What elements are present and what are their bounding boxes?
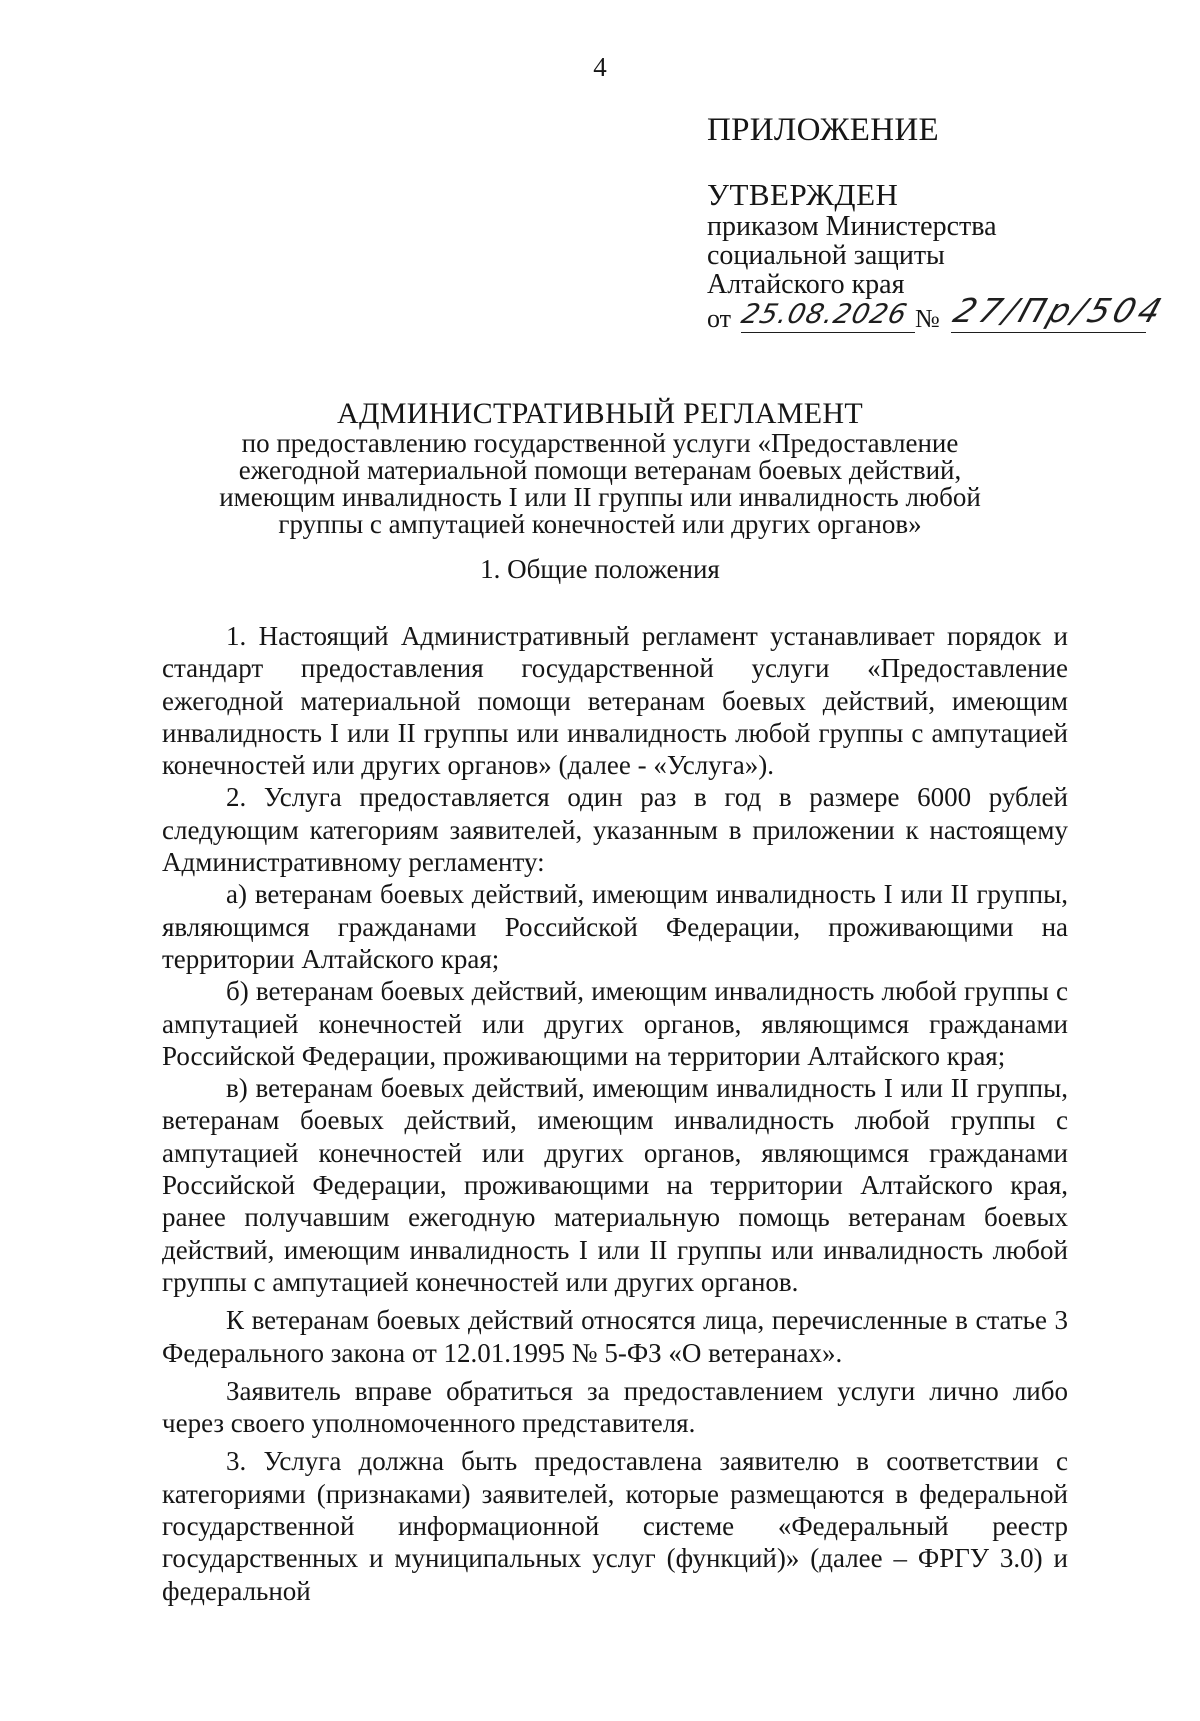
approval-block [707,112,1171,339]
section-heading: 1. Общие положения [480,554,720,584]
paragraph-veterans-definition: К ветеранам боевых действий относятся лица, перечисленные в статье 3 Федерального закона от 12.01.1995 № 5-ФЗ «О ветеранах». [162,1305,1068,1368]
paragraph-2b: б) ветеранам боевых действий, имеющим инвалидность любой группы с ампутацией конечностей или других органов, являющимся гражданами Российской Федерации, проживающими на территории Алтайского края; [162,976,1068,1071]
paragraph-applicant-rights: Заявитель вправе обратиться за предоставлением услуги лично либо через своего уполномоченного представителя. [162,1375,1068,1439]
handwritten-number: 27/Пр/504 [948,291,1171,330]
document-subtitle-line: по предоставлению государственной услуги «Предоставление [241,428,959,458]
document-title: АДМИНИСТРАТИВНЫЙ РЕГЛАМЕНТ [337,397,863,430]
document-subtitle-line: ежегодной материальной помощи ветеранам боевых действий, [238,455,962,485]
order-date-number [707,291,1171,339]
paragraph-3: 3. Услуга должна быть предоставлена заявителю в соответствии с категориями (признаками) заявителей, которые размещаются в федеральной государственной информационной системе «Федеральный реестр государственных и муниципальных услуг (функций)» (далее – ФРГУ 3.0) и федеральной [162,1446,1068,1606]
handwritten-date: 25.08.2026 [738,299,911,330]
page-number: 4 [593,52,607,82]
paragraph-1: 1. Настоящий Административный регламент устанавливает порядок и стандарт предоставления государственной услуги «Предоставление ежегодной материальной помощи ветеранам боевых действий, имеющим инвалидность I или II группы или инвалидность любой группы с ампутацией конечностей или других органов» (далее - «Услуга»). [162,621,1068,781]
order-line: приказом Министерства [707,211,997,242]
paragraph-2a: а) ветеранам боевых действий, имеющим инвалидность I или II группы, являющимся гражданами Российской Федерации, проживающими на территории Алтайского края; [162,879,1068,974]
appendix-label: ПРИЛОЖЕНИЕ [707,112,939,148]
date-underline [741,332,915,333]
number-label: № [915,304,940,333]
paragraph-2c: в) ветеранам боевых действий, имеющим инвалидность I или II группы, ветеранам боевых действий, имеющим инвалидность любой группы с ампутацией конечностей или других органов, являющимся гражданами Российской Федерации, проживающими на территории Алтайского края, ранее получавшим ежегодную материальную помощь ветеранам боевых действий, имеющим инвалидность I или II группы или инвалидность любой группы с ампутацией конечностей или других органов. [162,1073,1068,1297]
from-label: от [707,304,732,333]
document-subtitle-line: имеющим инвалидность I или II группы или инвалидность любой [219,482,981,512]
document-subtitle-line: группы с ампутацией конечностей или других органов» [278,509,922,539]
approved-label: УТВЕРЖДЕН [707,177,899,212]
document-body [162,620,1068,1607]
order-line: Алтайского края [707,269,905,300]
number-underline [951,332,1146,333]
document-title-block [0,398,1200,538]
paragraph-2: 2. Услуга предоставляется один раз в год в размере 6000 рублей следующим категориям заявителей, указанным в приложении к настоящему Административному регламенту: [162,782,1068,878]
order-line: социальной защиты [707,240,945,271]
